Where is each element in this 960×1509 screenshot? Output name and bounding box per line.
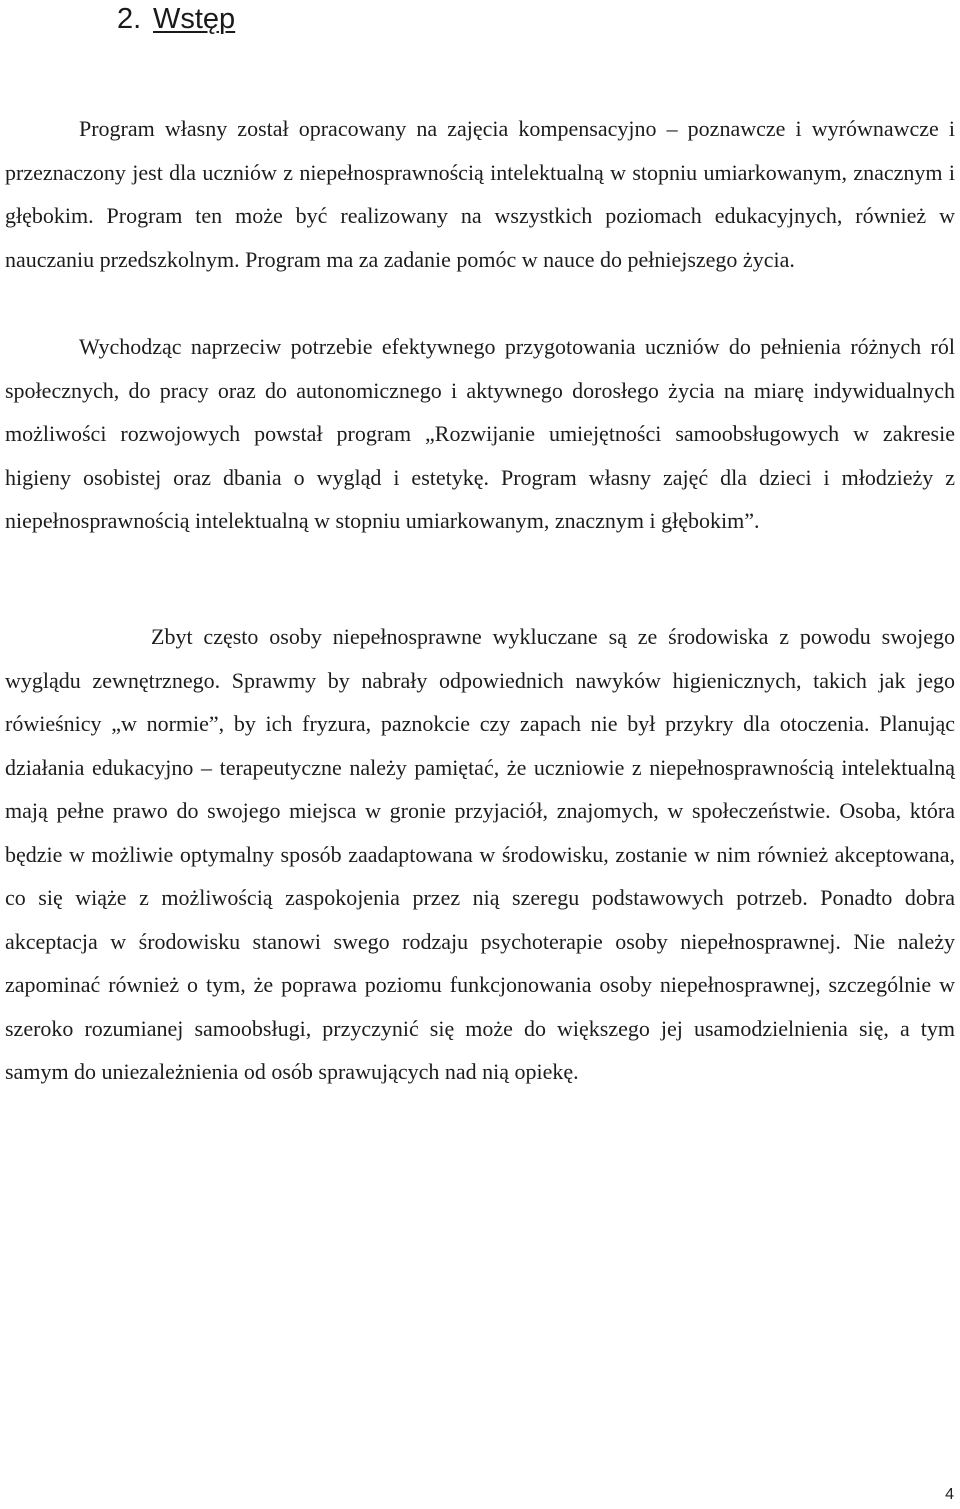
section-heading xyxy=(0,0,235,38)
paragraph-intro: Program własny został opracowany na zajęcia kompensacyjno – poznawcze i wyrównawcze i przeznaczony jest dla uczniów z niepełnosprawnością intelektualną w stopniu umiarkowanym, znacznym i głębokim. Program ten może być realizowany na wszystkich poziomach edukacyjnych, również w nauczaniu przedszkolnym. Program ma za zadanie pomóc w nauce do pełniejszego życia. xyxy=(5,116,955,272)
paragraph-exclusion: Zbyt często osoby niepełnosprawne wykluczane są ze środowiska z powodu swojego wyglądu zewnętrznego. Sprawmy by nabrały odpowiednich nawyków higienicznych, takich jak jego rówieśnicy „w normie”, by ich fryzura, paznokcie czy zapach nie był przykry dla otoczenia. Planując działania edukacyjno – terapeutyczne należy pamiętać, że uczniowie z niepełnosprawnością intelektualną mają pełne prawo do swojego miejsca w gronie przyjaciół, znajomych, w społeczeństwie. Osoba, która będzie w możliwie optymalny sposób zaadaptowana w środowisku, zostanie w nim również akceptowana, co się wiąże z możliwością zaspokojenia przez nią szeregu podstawowych potrzeb. Ponadto dobra akceptacja w środowisku stanowi swego rodzaju psychoterapie osoby niepełnosprawnej. Nie należy zapominać również o tym, że poprawa poziomu funkcjonowania osoby niepełnosprawnej, szczególnie w szeroko rozumianej samoobsługi, przyczynić się może do większego jej usamodzielnienia się, a tym samym do uniezależnienia od osób sprawujących nad nią opiekę. xyxy=(5,624,955,1084)
page-number: 4 xyxy=(945,1486,954,1503)
section-title: Wstęp xyxy=(153,3,236,35)
section-number: 2. xyxy=(117,3,142,35)
paragraph-program-origin: Wychodząc naprzeciw potrzebie efektywnego przygotowania uczniów do pełnienia różnych ról społecznych, do pracy oraz do autonomicznego i aktywnego dorosłego życia na miarę indywidualnych możliwości rozwojowych powstał program „Rozwijanie umiejętności samoobsługowych w zakresie higieny osobistej oraz dbania o wygląd i estetykę. Program własny zajęć dla dzieci i młodzieży z niepełnosprawnością intelektualną w stopniu umiarkowanym, znacznym i głębokim”. xyxy=(5,334,955,533)
